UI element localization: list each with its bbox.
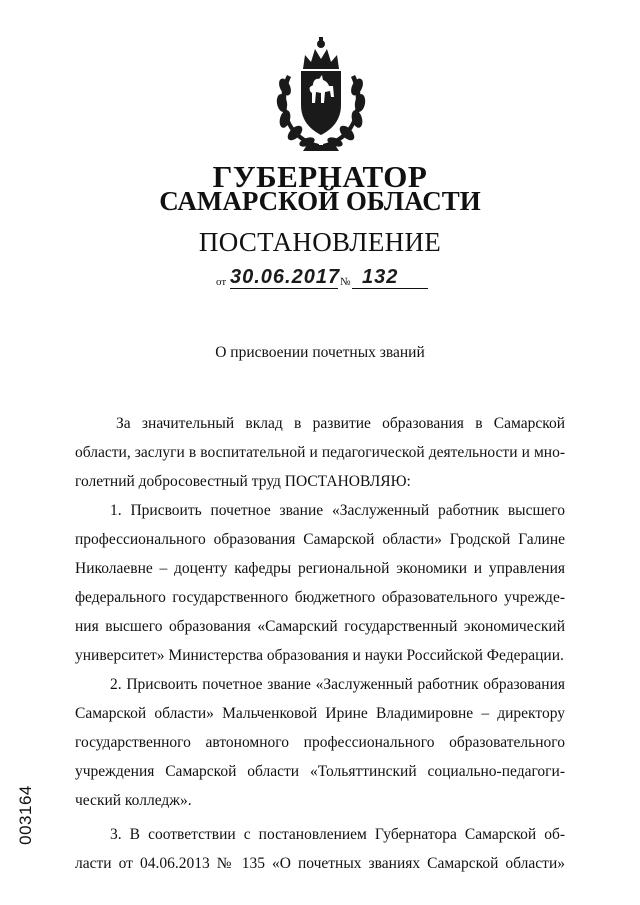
- text-line: ласти от 04.06.2013 № 135 «О почетных званиях Самарской области»: [75, 855, 565, 872]
- document-type: ПОСТАНОВЛЕНИЕ: [198, 227, 442, 257]
- authority-region: САМАРСКОЙ ОБЛАСТИ: [159, 186, 481, 216]
- intro-paragraph: [75, 409, 565, 496]
- text-line: государственного автономного профессионального образовательного: [75, 734, 565, 751]
- text-line: университет» Министерства образования и науки Российской Федерации.: [75, 647, 564, 664]
- text-line: За значительный вклад в развитие образования в Самарской: [116, 415, 565, 432]
- handwritten-number: 132: [362, 266, 399, 288]
- text-line: 3. В соответствии с постановлением Губернатора Самарской об-: [110, 826, 565, 843]
- text-line: федерального государственного бюджетного образовательного учрежде-: [75, 589, 565, 606]
- from-label: от: [216, 276, 227, 288]
- registration-side-code: [14, 772, 38, 858]
- text-line: области, заслуги в воспитательной и педагогической деятельности и мно-: [75, 444, 565, 461]
- side-code-text: 003164: [16, 785, 35, 845]
- document-subject: О присвоении почетных званий: [215, 344, 425, 361]
- text-line: 1. Присвоить почетное звание «Заслуженный работник высшего: [110, 502, 565, 519]
- text-line: ческий колледж».: [75, 792, 192, 809]
- text-line: учреждения Самарской области «Тольяттинский социально-педагоги-: [75, 763, 565, 780]
- item-1-paragraph: [75, 496, 565, 670]
- text-line: Николаевне – доценту кафедры региональной экономики и управления: [75, 560, 565, 577]
- text-line: ния высшего образования «Самарский государственный экономический: [75, 618, 565, 635]
- authority-title: ГУБЕРНАТОР: [212, 159, 428, 194]
- item-3-paragraph: [75, 820, 565, 878]
- item-2-paragraph: [75, 670, 565, 815]
- text-line: профессионального образования Самарской области» Гродской Галине: [75, 531, 565, 548]
- handwritten-date: 30.06.2017: [230, 266, 341, 288]
- text-line: голетний добросовестный труд ПОСТАНОВЛЯЮ:: [75, 473, 411, 490]
- text-line: Самарской области» Мальченковой Ирине Владимировне – директору: [75, 705, 565, 722]
- document-body: [75, 409, 565, 878]
- text-line: 2. Присвоить почетное звание «Заслуженный работник образования: [110, 676, 565, 693]
- date-number-line: [216, 268, 432, 292]
- samara-coat-of-arms-icon: [273, 35, 369, 153]
- number-label: №: [340, 276, 351, 288]
